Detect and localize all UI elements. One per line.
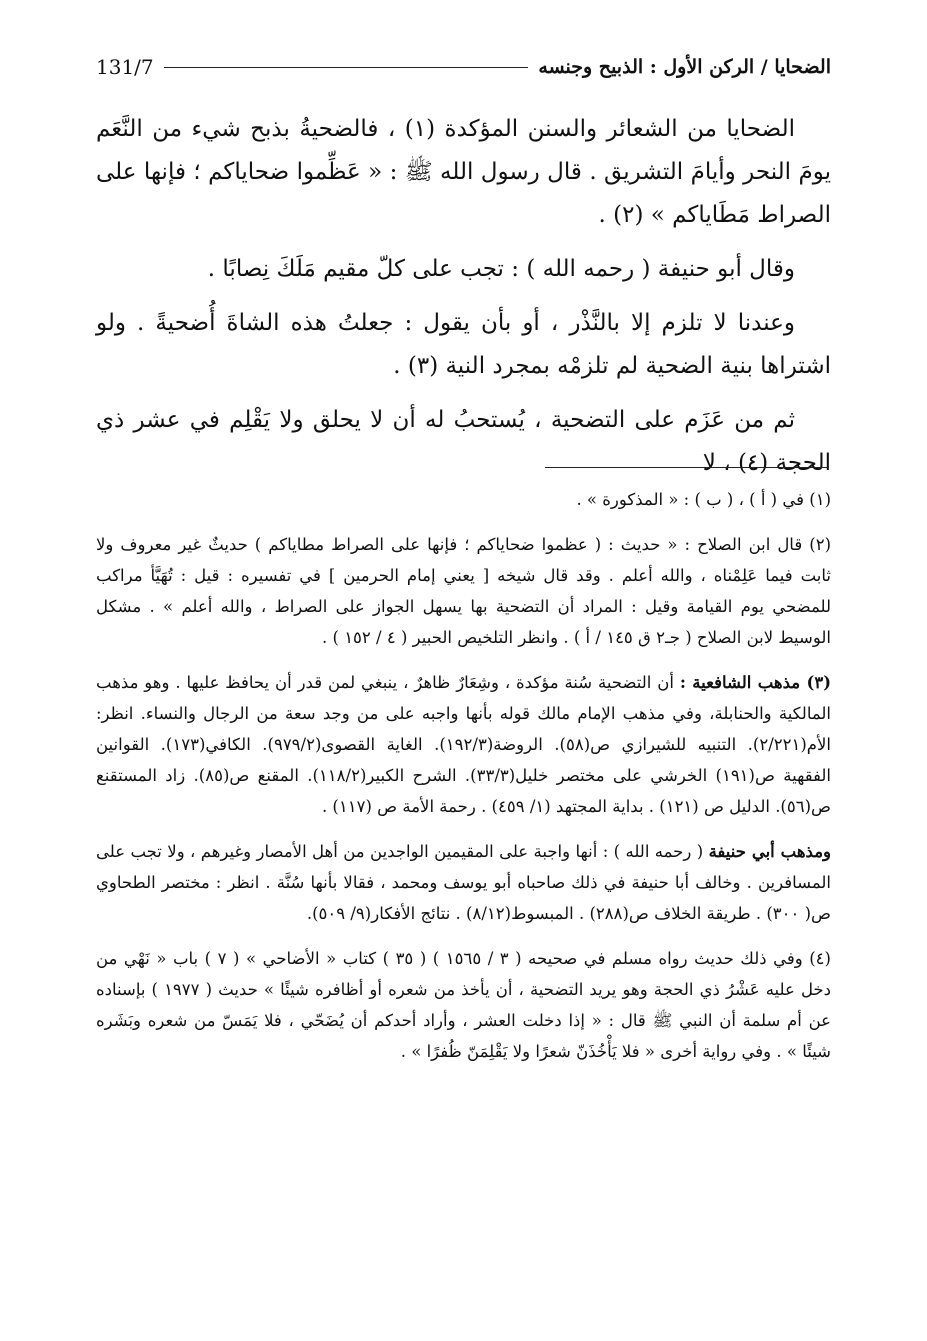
- footnote-text: ( رحمه الله ) : أنها واجبة على المقيمين الواجدين من أهل الأمصار وغيرهم ، ولا تجب على المسافرين . وخالف أبا حنيفة في ذلك صاحباه أبو يوسف ومحمد ، فقالا بأنها سُنَّة . انظر : مختصر الطحاوي ص( ٣٠٠) . طريقة الخلاف ص(٢٨٨) . المبسوط(٨/١٢) . نتائج الأفكار(٩/ ٥٠٩).: [96, 842, 831, 923]
- footnote-3: [96, 667, 831, 822]
- footnote-1: [96, 484, 831, 515]
- main-paragraph: ثم من عَزَم على التضحية ، يُستحبُ له أن لا يحلق ولا يَقْلِم في عشر ذي الحجة (٤) ، لا: [96, 407, 831, 476]
- main-paragraph: وعندنا لا تلزم إلا بالنَّذْر ، أو بأن يقول : جعلتُ هذه الشاةَ أُضحيةً . ولو اشتراها بنية الضحية لم تلزمْه بمجرد النية (٣) .: [96, 310, 831, 379]
- footnote-3-continued: [96, 836, 831, 929]
- footnote-lead: ومذهب أبي حنيفة: [708, 842, 832, 861]
- header-rule: [164, 67, 529, 68]
- footnote-2: [96, 529, 831, 653]
- footnote-divider: [545, 467, 828, 468]
- footnote-lead: (٣) مذهب الشافعية :: [679, 673, 831, 692]
- footnote-text: (٢) قال ابن الصلاح : « حديث : ( عظموا ضحاياكم ؛ فإنها على الصراط مطاياكم ) حديثٌ غير معروف ولا ثابت فيما عَلِمْناه ، والله أعلم . وقد قال شيخه [ يعني إمام الحرمين ] في تفسيره : قيل : تُهَيَّأ مراكب للمضحي يوم القيامة وقيل : المراد أن التضحية بها يسهل الجواز على الصراط ، والله أعلم » . مشكل الوسيط لابن الصلاح ( جـ٢ ق ١٤٥ / أ ) . وانظر التلخيص الحبير ( ٤ / ١٥٢ ) .: [96, 535, 831, 647]
- footnote-text: (٤) وفي ذلك حديث رواه مسلم في صحيحه ( ٣ / ١٥٦٥ ) ( ٣٥ ) كتاب « الأضاحي » ( ٧ ) باب « نَهْي من دخل عليه عَشْرُ ذي الحجة وهو يريد التضحية ، أن يأخذ من شعره أو أظافره شيئًا » حديث ( ١٩٧٧ ) بإسناده عن أم سلمة أن النبي ﷺ قال : « إذا دخلت العشر ، وأراد أحدكم أن يُضَحّي ، فلا يَمَسّ من شعره وبَشَره شيئًا » . وفي رواية أخرى « فلا يَأْخُذَنّ شعرًا ولا يَقْلِمَنّ ظُفرًا » .: [96, 949, 831, 1061]
- running-header: [96, 50, 831, 84]
- main-paragraph: وقال أبو حنيفة ( رحمه الله ) : تجب على كلّ مقيم مَلَكَ نِصابًا .: [207, 256, 795, 282]
- footnote-4: [96, 943, 831, 1067]
- footnote-text: (١) في ( أ ) ، ( ب ) : « المذكورة » .: [576, 490, 831, 509]
- footnotes: [96, 484, 831, 1081]
- chapter-title: الضحايا / الركن الأول : الذبيح وجنسه: [538, 56, 831, 78]
- page-number: 131/7: [96, 55, 154, 79]
- main-text: [96, 108, 831, 496]
- main-paragraph: الضحايا من الشعائر والسنن المؤكدة (١) ، فالضحيةُ بذبح شيء من النَّعَم يومَ النحر وأيامَ التشريق . قال رسول الله ﷺ : « عَظِّموا ضحاياكم ؛ فإنها على الصراط مَطَاياكم » (٢) .: [96, 116, 831, 228]
- footnote-text: أن التضحية سُنة مؤكدة ، وشِعَارٌ ظاهرٌ ، ينبغي لمن قدر أن يحافظ عليها . وهو مذهب المالكية والحنابلة، وفي مذهب الإمام مالك قوله بأنها واجبه على من وجد سعة من الرجال والنساء. انظر: الأم(٢/٢٢١). التنبيه للشيرازي ص(٥٨). الروضة(١٩٢/٣). الغاية القصوى(٩٧٩/٢). الكافي(١٧٣). القوانين الفقهية ص(١٩١) الخرشي على مختصر خليل(٣٣/٣). الشرح الكبير(١١٨/٢). المقنع ص(٨٥). زاد المستقنع ص(٥٦). الدليل ص (١٢١) . بداية المجتهد (١/ ٤٥٩) . رحمة الأمة ص (١١٧) .: [96, 673, 831, 816]
